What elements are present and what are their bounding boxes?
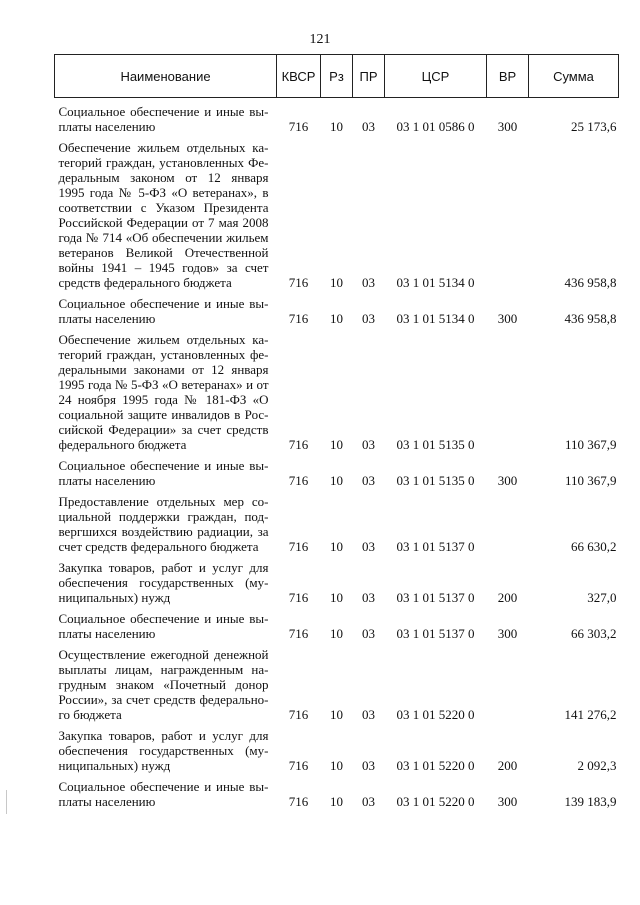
cell-kvsr: 716 [288,275,309,290]
cell-name: Закупка товаров, работ и услуг для обеспечения государственных (му- ниципальных) нужд [58,560,269,605]
cell-csr: 03 1 01 5134 0 [396,275,475,290]
header-name: Наименование [55,55,277,98]
cell-name: Социальное обеспечение и иные вы- платы населению [58,611,269,641]
cell-sum: 436 958,8 [564,311,617,326]
cell-name: Социальное обеспечение и иные вы- платы населению [58,104,269,134]
cell-sum: 66 303,2 [571,626,617,641]
cell-name: Социальное обеспечение и иные вы- платы населению [58,458,269,488]
cell-csr: 03 1 01 5135 0 [396,473,475,488]
cell-vr [487,488,529,554]
cell-kvsr: 716 [288,707,309,722]
cell-name: Осуществление ежегодной денежной выплаты лицам, награжденным на- грудным знаком «Почетный донор России», за счет средств федерально- го бюджета [58,647,269,722]
table-header-row [55,55,619,98]
cell-rz: 10 [330,758,343,773]
table-row [55,641,619,722]
cell-kvsr: 716 [288,473,309,488]
cell-pr: 03 [362,275,375,290]
cell-name: Предоставление отдельных мер со- циальной поддержки граждан, под- вергшихся воздействию радиации, за счет средств федерального бюджета [58,494,269,554]
table-row [55,290,619,326]
cell-pr: 03 [362,794,375,809]
cell-rz: 10 [330,437,343,452]
cell-sum: 436 958,8 [564,275,617,290]
cell-vr: 300 [497,311,518,326]
page-number: 121 [309,32,331,47]
table-row [55,452,619,488]
cell-pr: 03 [362,119,375,134]
cell-rz: 10 [330,707,343,722]
cell-sum: 110 367,9 [564,473,617,488]
cell-pr: 03 [362,707,375,722]
cell-pr: 03 [362,473,375,488]
table-row [55,326,619,452]
cell-name: Закупка товаров, работ и услуг для обеспечения государственных (му- ниципальных) нужд [58,728,269,773]
cell-name: Обеспечение жильем отдельных ка- тегорий граждан, установленных Фе- деральным законом от 12 января 1995 года № 5-ФЗ «О ветеранах», в соответствии с Указом Президента Российской Федерации от 7 мая 2008 года № 714 «Об обеспечении жильем ветеранов Великой Отечественной войны 1941 – 1945 годов» за счет средств федерального бюджета [58,140,269,290]
cell-kvsr: 716 [288,590,309,605]
header-pr: ПР [353,55,385,98]
header-csr: ЦСР [385,55,487,98]
cell-csr: 03 1 01 5220 0 [396,707,475,722]
table-row [55,488,619,554]
header-kvsr: КВСР [277,55,321,98]
scan-mark [6,790,7,814]
cell-pr: 03 [362,437,375,452]
cell-kvsr: 716 [288,119,309,134]
cell-name: Социальное обеспечение и иные вы- платы населению [58,779,269,809]
header-rz: Рз [321,55,353,98]
table-row [55,134,619,290]
cell-rz: 10 [330,794,343,809]
cell-vr [487,326,529,452]
header-vr: ВР [487,55,529,98]
cell-csr: 03 1 01 5220 0 [396,758,475,773]
cell-vr [487,641,529,722]
cell-sum: 2 092,3 [577,758,617,773]
cell-vr: 300 [497,119,518,134]
cell-kvsr: 716 [288,437,309,452]
cell-sum: 141 276,2 [564,707,617,722]
cell-vr: 300 [497,626,518,641]
table-row [55,605,619,641]
cell-sum: 139 183,9 [564,794,617,809]
cell-csr: 03 1 01 0586 0 [396,119,475,134]
cell-name: Обеспечение жильем отдельных ка- тегорий граждан, установленных фе- деральными законами от 12 января 1995 года № 5-ФЗ «О ветеранах» и от 24 ноября 1995 года № 181-ФЗ «О социальной защите инвалидов в Рос- сийской Федерации» за счет средств федерального бюджета [58,332,269,452]
cell-vr: 300 [497,794,518,809]
cell-csr: 03 1 01 5135 0 [396,437,475,452]
cell-vr: 200 [497,758,518,773]
cell-pr: 03 [362,539,375,554]
cell-csr: 03 1 01 5137 0 [396,539,475,554]
cell-vr: 300 [497,473,518,488]
cell-sum: 25 173,6 [571,119,617,134]
header-sum: Сумма [529,55,619,98]
cell-sum: 66 630,2 [571,539,617,554]
cell-name: Социальное обеспечение и иные вы- платы населению [58,296,269,326]
cell-rz: 10 [330,590,343,605]
cell-rz: 10 [330,539,343,554]
cell-rz: 10 [330,473,343,488]
cell-pr: 03 [362,590,375,605]
table-row [55,773,619,809]
cell-pr: 03 [362,758,375,773]
table-row [55,554,619,605]
cell-pr: 03 [362,311,375,326]
cell-rz: 10 [330,626,343,641]
cell-rz: 10 [330,119,343,134]
cell-kvsr: 716 [288,758,309,773]
cell-csr: 03 1 01 5134 0 [396,311,475,326]
cell-sum: 327,0 [587,590,617,605]
cell-kvsr: 716 [288,794,309,809]
cell-pr: 03 [362,626,375,641]
cell-vr: 200 [497,590,518,605]
cell-csr: 03 1 01 5137 0 [396,590,475,605]
cell-csr: 03 1 01 5137 0 [396,626,475,641]
cell-kvsr: 716 [288,311,309,326]
cell-kvsr: 716 [288,626,309,641]
cell-vr [487,134,529,290]
table-row [55,98,619,135]
cell-kvsr: 716 [288,539,309,554]
cell-sum: 110 367,9 [564,437,617,452]
budget-table [54,54,619,809]
table-body [55,98,619,810]
cell-csr: 03 1 01 5220 0 [396,794,475,809]
cell-rz: 10 [330,275,343,290]
table-row [55,722,619,773]
cell-rz: 10 [330,311,343,326]
